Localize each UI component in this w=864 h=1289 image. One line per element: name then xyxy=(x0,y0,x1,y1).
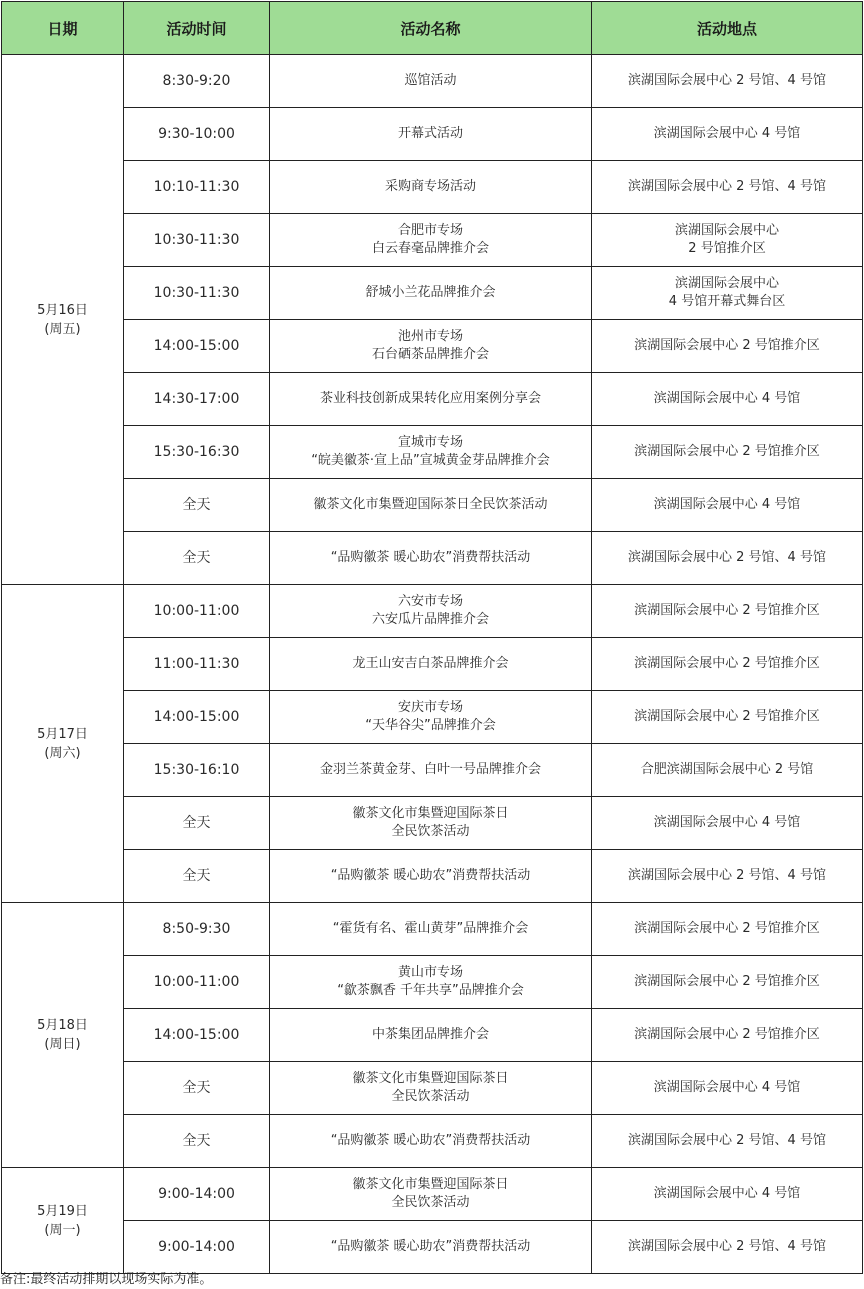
header-location: 活动地点 xyxy=(592,2,863,55)
time-cell: 14:00-15:00 xyxy=(124,691,270,744)
location-cell: 滨湖国际会展中心 2 号馆、4 号馆 xyxy=(592,532,863,585)
activity-cell: 中茶集团品牌推介会 xyxy=(270,1009,592,1062)
time-cell: 10:30-11:30 xyxy=(124,267,270,320)
table-row xyxy=(2,1115,863,1168)
time-cell: 15:30-16:30 xyxy=(124,426,270,479)
time-cell: 全天 xyxy=(124,850,270,903)
activity-cell: 合肥市专场 白云春毫品牌推介会 xyxy=(270,214,592,267)
table-row xyxy=(2,850,863,903)
activity-cell: 黄山市专场 “歙茶飘香 千年共享”品牌推介会 xyxy=(270,956,592,1009)
time-cell: 8:30-9:20 xyxy=(124,55,270,108)
table-row xyxy=(2,532,863,585)
location-cell: 滨湖国际会展中心 2 号馆、4 号馆 xyxy=(592,850,863,903)
header-date: 日期 xyxy=(2,2,124,55)
location-cell: 滨湖国际会展中心 4 号馆 xyxy=(592,1062,863,1115)
location-cell: 滨湖国际会展中心 2 号馆、4 号馆 xyxy=(592,1221,863,1274)
table-row xyxy=(2,267,863,320)
schedule-table xyxy=(1,1,863,1274)
time-cell: 全天 xyxy=(124,1115,270,1168)
footnote: 备注:最终活动排期以现场实际为准。 xyxy=(0,1272,213,1287)
activity-cell: 宣城市专场 “皖美徽茶·宣上品”宣城黄金芽品牌推介会 xyxy=(270,426,592,479)
time-cell: 10:30-11:30 xyxy=(124,214,270,267)
location-cell: 滨湖国际会展中心 2 号馆推介区 xyxy=(592,691,863,744)
location-cell: 滨湖国际会展中心 2 号馆推介区 xyxy=(592,214,863,267)
table-row xyxy=(2,903,863,956)
date-cell: 5月17日 (周六) xyxy=(2,585,124,903)
time-cell: 8:50-9:30 xyxy=(124,903,270,956)
location-cell: 滨湖国际会展中心 2 号馆推介区 xyxy=(592,1009,863,1062)
table-row xyxy=(2,638,863,691)
activity-cell: 龙王山安吉白茶品牌推介会 xyxy=(270,638,592,691)
location-cell: 滨湖国际会展中心 4 号馆 xyxy=(592,108,863,161)
activity-cell: 巡馆活动 xyxy=(270,55,592,108)
activity-cell: 采购商专场活动 xyxy=(270,161,592,214)
activity-cell: 徽茶文化市集暨迎国际茶日 全民饮茶活动 xyxy=(270,1168,592,1221)
table-row xyxy=(2,1221,863,1274)
activity-cell: “霍货有名、霍山黄芽”品牌推介会 xyxy=(270,903,592,956)
table-row xyxy=(2,585,863,638)
table-row xyxy=(2,1062,863,1115)
time-cell: 14:30-17:00 xyxy=(124,373,270,426)
activity-cell: 徽茶文化市集暨迎国际茶日全民饮茶活动 xyxy=(270,479,592,532)
time-cell: 15:30-16:10 xyxy=(124,744,270,797)
time-cell: 10:10-11:30 xyxy=(124,161,270,214)
location-cell: 滨湖国际会展中心 2 号馆、4 号馆 xyxy=(592,161,863,214)
table-row xyxy=(2,214,863,267)
table-row xyxy=(2,55,863,108)
table-row xyxy=(2,161,863,214)
activity-cell: 舒城小兰花品牌推介会 xyxy=(270,267,592,320)
table-row xyxy=(2,1168,863,1221)
activity-cell: “品购徽茶 暖心助农”消费帮扶活动 xyxy=(270,532,592,585)
time-cell: 9:00-14:00 xyxy=(124,1168,270,1221)
time-cell: 14:00-15:00 xyxy=(124,1009,270,1062)
location-cell: 滨湖国际会展中心 2 号馆、4 号馆 xyxy=(592,55,863,108)
time-cell: 9:30-10:00 xyxy=(124,108,270,161)
activity-cell: 金羽兰茶黄金芽、白叶一号品牌推介会 xyxy=(270,744,592,797)
table-row xyxy=(2,108,863,161)
location-cell: 滨湖国际会展中心 2 号馆推介区 xyxy=(592,956,863,1009)
activity-cell: 池州市专场 石台硒茶品牌推介会 xyxy=(270,320,592,373)
location-cell: 滨湖国际会展中心 4 号馆 xyxy=(592,1168,863,1221)
location-cell: 滨湖国际会展中心 2 号馆推介区 xyxy=(592,320,863,373)
date-cell: 5月19日 (周一) xyxy=(2,1168,124,1274)
time-cell: 全天 xyxy=(124,532,270,585)
location-cell: 滨湖国际会展中心 2 号馆推介区 xyxy=(592,903,863,956)
activity-cell: 徽茶文化市集暨迎国际茶日 全民饮茶活动 xyxy=(270,1062,592,1115)
activity-cell: 茶业科技创新成果转化应用案例分享会 xyxy=(270,373,592,426)
location-cell: 滨湖国际会展中心 4 号馆开幕式舞台区 xyxy=(592,267,863,320)
location-cell: 滨湖国际会展中心 2 号馆推介区 xyxy=(592,585,863,638)
time-cell: 全天 xyxy=(124,797,270,850)
activity-cell: “品购徽茶 暖心助农”消费帮扶活动 xyxy=(270,850,592,903)
table-row xyxy=(2,691,863,744)
header-time: 活动时间 xyxy=(124,2,270,55)
location-cell: 滨湖国际会展中心 4 号馆 xyxy=(592,479,863,532)
location-cell: 滨湖国际会展中心 4 号馆 xyxy=(592,797,863,850)
activity-cell: 六安市专场 六安瓜片品牌推介会 xyxy=(270,585,592,638)
time-cell: 全天 xyxy=(124,479,270,532)
time-cell: 全天 xyxy=(124,1062,270,1115)
table-row xyxy=(2,373,863,426)
location-cell: 滨湖国际会展中心 2 号馆推介区 xyxy=(592,426,863,479)
date-cell: 5月18日 (周日) xyxy=(2,903,124,1168)
location-cell: 滨湖国际会展中心 4 号馆 xyxy=(592,373,863,426)
header-row xyxy=(2,2,863,55)
location-cell: 合肥滨湖国际会展中心 2 号馆 xyxy=(592,744,863,797)
table-row xyxy=(2,744,863,797)
table-row xyxy=(2,426,863,479)
table-row xyxy=(2,479,863,532)
table-row xyxy=(2,1009,863,1062)
table-row xyxy=(2,320,863,373)
location-cell: 滨湖国际会展中心 2 号馆推介区 xyxy=(592,638,863,691)
schedule-body xyxy=(2,55,863,1274)
table-row xyxy=(2,797,863,850)
activity-cell: 徽茶文化市集暨迎国际茶日 全民饮茶活动 xyxy=(270,797,592,850)
time-cell: 11:00-11:30 xyxy=(124,638,270,691)
time-cell: 14:00-15:00 xyxy=(124,320,270,373)
header-activity: 活动名称 xyxy=(270,2,592,55)
time-cell: 9:00-14:00 xyxy=(124,1221,270,1274)
table-row xyxy=(2,956,863,1009)
activity-cell: 安庆市专场 “天华谷尖”品牌推介会 xyxy=(270,691,592,744)
time-cell: 10:00-11:00 xyxy=(124,956,270,1009)
time-cell: 10:00-11:00 xyxy=(124,585,270,638)
activity-cell: “品购徽茶 暖心助农”消费帮扶活动 xyxy=(270,1115,592,1168)
location-cell: 滨湖国际会展中心 2 号馆、4 号馆 xyxy=(592,1115,863,1168)
date-cell: 5月16日 (周五) xyxy=(2,55,124,585)
activity-cell: “品购徽茶 暖心助农”消费帮扶活动 xyxy=(270,1221,592,1274)
activity-cell: 开幕式活动 xyxy=(270,108,592,161)
